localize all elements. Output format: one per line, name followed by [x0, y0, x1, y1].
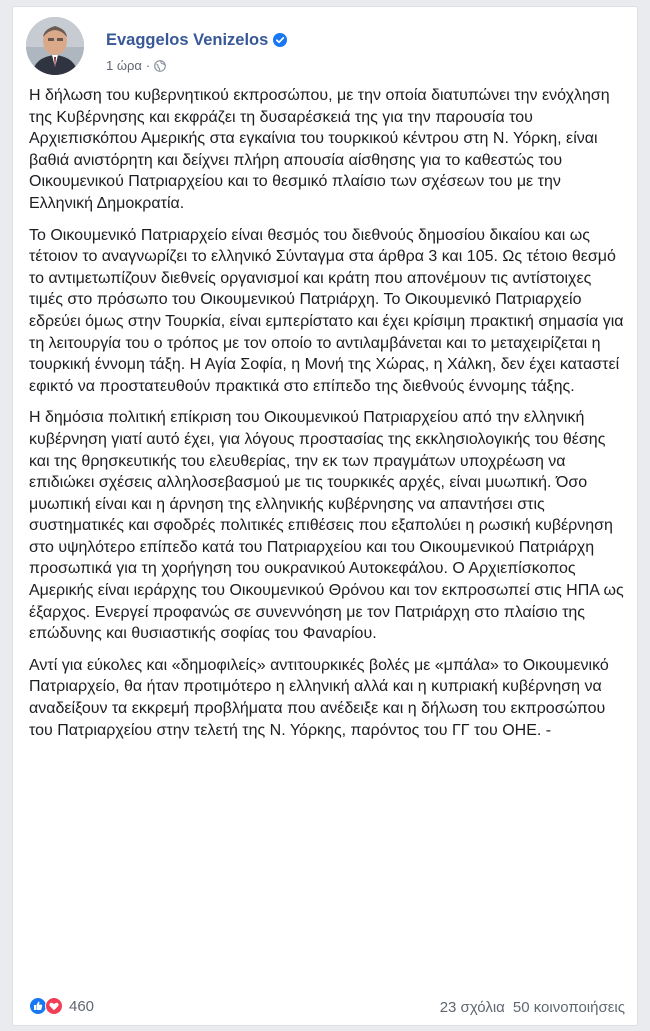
meta-separator: ·	[145, 58, 151, 73]
post-timestamp[interactable]: 1 ώρα	[106, 58, 142, 73]
post-paragraph-3: Η δημόσια πολιτική επίκριση του Οικουμενικού Πατριαρχείου από την ελληνική κυβέρνηση γιατί αυτό έχει, για λόγους προστασίας της εκκλησιολογικής του θέσης και της θρησκευτικής του ελευθερίας, την εκ των πραγμάτων υποχρέωση να επιδιώκει σχέσεις αλληλοσεβασμού με τις τουρκικές αρχές, είναι μυωπική. Όσο μυωπική είναι και η άρνηση της ελληνικής κυβέρνησης να απαντήσει στις συστηματικές και σφοδρές πολιτικές επιθέσεις που εξαπολύει η ρωσική κυβέρνηση στο υψηλότερο επίπεδο κατά του Πατριαρχείου και του Οικουμενικού Πατριάρχη προσωπικά για τη χορήγηση του ουκρανικού Αυτοκεφάλου. Ο Αρχιεπίσκοπος Αμερικής είναι ιεράρχης του Οικουμενικού Θρόνου και τον εκπροσωπεί στις ΗΠΑ ως έξαρχος. Ενεργεί προφανώς σε συνεννόηση με τον Πατριάρχη στο πλαίσιο της επώδυνης και θυσιαστικής σοφίας του Φαναρίου.	[29, 409, 624, 643]
verified-badge-icon	[273, 33, 287, 47]
shares-count-link[interactable]: 50 κοινοποιήσεις	[512, 999, 625, 1016]
love-reaction-icon	[45, 997, 63, 1015]
reaction-count[interactable]: 460	[69, 997, 95, 1015]
reactions-summary[interactable]	[29, 997, 94, 1015]
post-paragraph-4: Αντί για εύκολες και «δημοφιλείς» αντιτουρκικές βολές με «μπάλα» το Οικουμενικό Πατριαρχείο, θα ήταν προτιμότερο η ελληνική αλλά και η κυπριακή κυβέρνηση να αναδείξουν τα εκκρεμή προβλήματα που ανέδειξε και η δήλωση του εκπροσώπου του Πατριαρχείου στην τελετή της Ν. Υόρκης, παρόντος του ΓΓ του ΟΗΕ. -	[29, 656, 609, 739]
author-name[interactable]: Evaggelos Venizelos	[106, 31, 269, 49]
author-row	[106, 30, 287, 50]
post-footer	[29, 997, 625, 1021]
post-meta	[106, 58, 166, 74]
post-header	[26, 17, 616, 77]
post-paragraph-1: Η δήλωση του κυβερνητικού εκπροσώπου, με την οποία διατυπώνει την ενόχληση της Κυβέρνησης και εκφράζει τη δυσαρέσκειά της για την παρουσία του Αρχιεπισκόπου Αμερικής στα εγκαίνια του τουρκικού κέντρου στη Ν. Υόρκη, είναι βαθιά ανιστόρητη και δείχνει πλήρη απουσία αίσθησης για το καθεστώς του Οικουμενικού Πατριαρχείου και το θεσμικό πλαίσιο των σχέσεων του με την Ελληνική Δημοκρατία.	[29, 87, 610, 212]
engagement-stats	[440, 999, 625, 1016]
author-avatar[interactable]	[26, 17, 84, 75]
comments-count-link[interactable]: 23 σχόλια	[439, 999, 505, 1016]
post-paragraph-2: Το Οικουμενικό Πατριαρχείο είναι θεσμός του διεθνούς δημοσίου δικαίου και ως τέτοιον το αναγνωρίζει το ελληνικό Σύνταγμα στα άρθρα 3 και 105. Ως τέτοιο θεσμό το αντιμετωπίζουν διεθνείς οργανισμοί και κράτη που απονέμουν τις αντίστοιχες τιμές στο πρόσωπο του Οικουμενικού Πατριάρχη. Το Οικουμενικό Πατριαρχείο εδρεύει όμως στην Τουρκία, είναι εμπερίστατο και έχει κρίσιμη πρακτική σημασία για τη λειτουργία του ο τρόπος με τον οποίο το αντιλαμβάνεται και το μεταχειρίζεται η τουρκική έννομη τάξη. Η Αγία Σοφία, η Μονή της Χώρας, η Χάλκη, δεν έχει καταστεί εφικτό να προστατευθούν πρακτικά στο επίπεδο της διεθνούς έννομης τάξης.	[29, 226, 624, 395]
post-card	[12, 6, 638, 1026]
globe-icon[interactable]	[154, 60, 166, 72]
post-text	[29, 85, 625, 751]
